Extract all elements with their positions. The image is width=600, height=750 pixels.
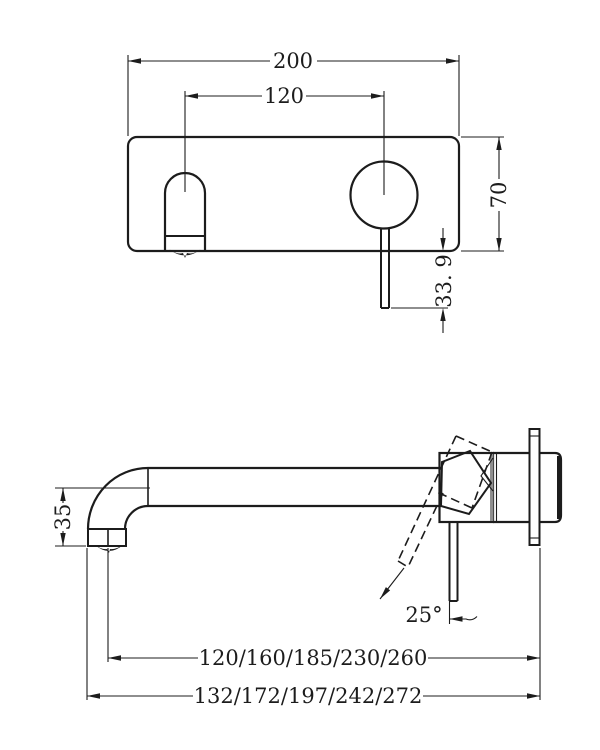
dim-spout-reach-options: 120/160/185/230/260 <box>198 646 428 670</box>
spout-tube-side <box>148 468 441 506</box>
wall-flange <box>530 429 540 545</box>
dim-spout-reach-group <box>108 646 540 670</box>
arrowhead <box>60 533 65 546</box>
front-view <box>128 49 511 333</box>
arrowhead <box>527 655 540 660</box>
dim-spout-drop: 35 <box>51 503 75 531</box>
handle-lever-front <box>381 228 389 308</box>
side-view <box>51 429 561 708</box>
arrowhead <box>128 58 141 63</box>
dim-handle-angle: 25° <box>405 603 443 627</box>
mixer-body-side <box>440 453 494 522</box>
dim-handle-angle-group <box>378 568 477 627</box>
dim-overall-width: 200 <box>272 49 314 73</box>
arrowhead <box>87 693 100 698</box>
dim-overall-reach-options: 132/172/197/242/272 <box>193 684 423 708</box>
arrowhead <box>440 308 445 321</box>
arrowhead <box>496 137 501 150</box>
dim-plate-height: 70 <box>487 181 511 209</box>
dim-spout-drop-group <box>51 488 150 546</box>
arrowhead <box>496 238 501 251</box>
dim-plate-height-group <box>487 137 511 251</box>
arrowhead <box>446 58 459 63</box>
dim-spout-to-mixer-spacing: 120 <box>263 84 305 108</box>
dim-handle-drop: 33. 9 <box>432 254 456 308</box>
arrowhead <box>450 616 463 621</box>
arrowhead <box>527 693 540 698</box>
dim-overall-width-group <box>128 49 459 73</box>
arrowhead <box>371 93 384 98</box>
dim-spout-to-mixer-group <box>185 84 384 108</box>
mounting-plate <box>128 137 459 251</box>
spout-elbow <box>88 468 148 529</box>
handle-lever-side <box>450 522 458 624</box>
dim-handle-drop-group <box>432 228 456 333</box>
wall-body <box>493 453 561 522</box>
arrowhead <box>60 488 65 501</box>
spout-tip-side <box>88 529 126 546</box>
arrowhead <box>185 93 198 98</box>
side-extension-lines <box>87 548 540 700</box>
dim-overall-reach-group <box>87 684 540 708</box>
arrowhead <box>440 238 445 251</box>
arrowhead <box>108 655 121 660</box>
